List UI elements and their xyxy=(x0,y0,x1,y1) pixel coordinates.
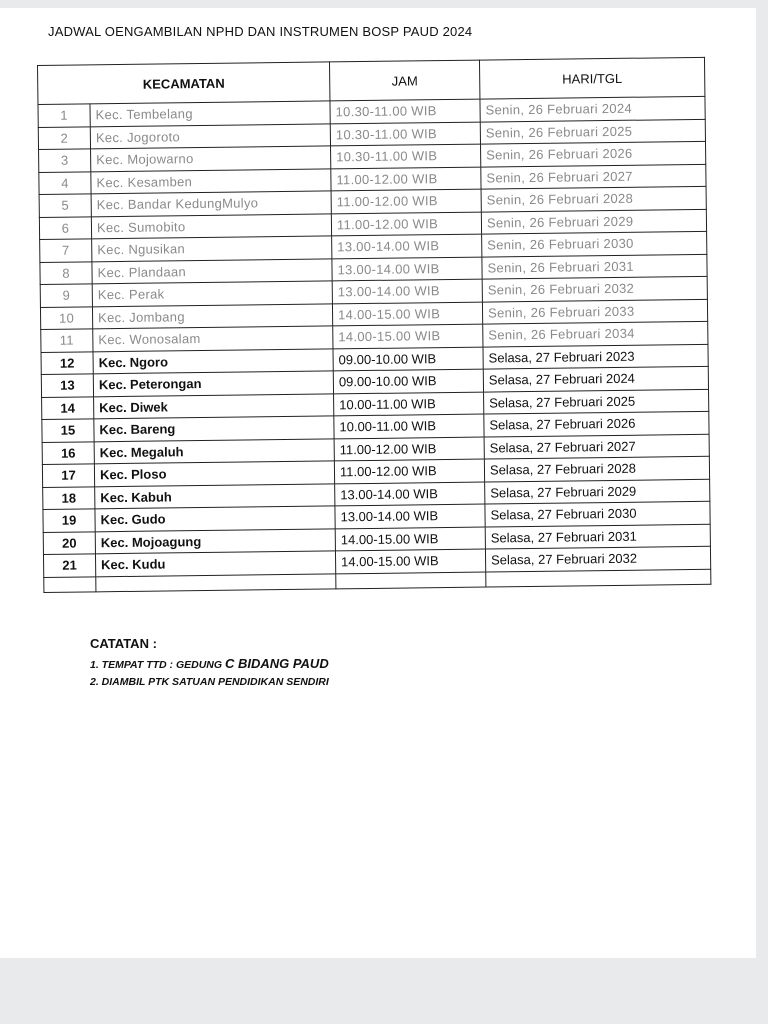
empty-cell xyxy=(486,569,711,587)
row-kecamatan: Kec. Bareng xyxy=(94,416,334,441)
row-number: 3 xyxy=(39,149,91,172)
row-number: 1 xyxy=(38,104,90,127)
row-kecamatan: Kec. Sumobito xyxy=(91,213,331,238)
row-hari: Selasa, 27 Februari 2027 xyxy=(484,434,709,459)
row-number: 7 xyxy=(40,239,92,262)
schedule-table xyxy=(37,57,711,593)
table-body xyxy=(38,96,711,592)
row-number: 9 xyxy=(40,284,92,307)
empty-cell xyxy=(44,576,96,592)
row-jam: 13.00-14.00 WIB xyxy=(335,504,485,528)
row-jam: 10.30-11.00 WIB xyxy=(330,99,480,123)
row-number: 15 xyxy=(42,419,94,442)
schedule-table-wrapper xyxy=(37,57,710,593)
row-jam: 13.00-14.00 WIB xyxy=(332,257,482,281)
row-number: 19 xyxy=(43,509,95,532)
row-number: 6 xyxy=(39,216,91,239)
row-kecamatan: Kec. Perak xyxy=(92,281,332,306)
row-jam: 09.00-10.00 WIB xyxy=(333,369,483,393)
row-hari: Selasa, 27 Februari 2025 xyxy=(484,389,709,414)
row-jam: 14.00-15.00 WIB xyxy=(332,302,482,326)
row-number: 14 xyxy=(42,396,94,419)
row-hari: Selasa, 27 Februari 2029 xyxy=(485,479,710,504)
row-number: 8 xyxy=(40,261,92,284)
row-jam: 09.00-10.00 WIB xyxy=(333,347,483,371)
row-number: 20 xyxy=(43,531,95,554)
row-hari: Senin, 26 Februari 2025 xyxy=(480,119,705,144)
row-jam: 11.00-12.00 WIB xyxy=(331,189,481,213)
row-hari: Senin, 26 Februari 2028 xyxy=(481,186,706,211)
row-jam: 11.00-12.00 WIB xyxy=(331,167,481,191)
header-hari: HARI/TGL xyxy=(479,57,704,99)
row-kecamatan: Kec. Plandaan xyxy=(92,258,332,283)
row-kecamatan: Kec. Diwek xyxy=(94,393,334,418)
row-jam: 13.00-14.00 WIB xyxy=(332,279,482,303)
row-kecamatan: Kec. Jogoroto xyxy=(90,123,330,148)
row-hari: Senin, 26 Februari 2031 xyxy=(482,254,707,279)
row-number: 4 xyxy=(39,171,91,194)
row-kecamatan: Kec. Ploso xyxy=(94,461,334,486)
note-item-1 xyxy=(90,655,329,674)
header-jam: JAM xyxy=(329,60,479,101)
row-kecamatan: Kec. Wonosalam xyxy=(93,326,333,351)
document-title: JADWAL OENGAMBILAN NPHD DAN INSTRUMEN BOSP PAUD 2024 xyxy=(48,24,473,39)
row-jam: 13.00-14.00 WIB xyxy=(332,234,482,258)
row-number: 2 xyxy=(38,126,90,149)
note-item-1-emphasis: C BIDANG PAUD xyxy=(224,656,329,671)
empty-cell xyxy=(96,573,336,591)
row-jam: 10.00-11.00 WIB xyxy=(334,414,484,438)
row-jam: 11.00-12.00 WIB xyxy=(331,212,481,236)
row-kecamatan: Kec. Mojowarno xyxy=(91,146,331,171)
row-hari: Senin, 26 Februari 2027 xyxy=(481,164,706,189)
note-item-1-prefix: 1. TEMPAT TTD : GEDUNG xyxy=(90,659,223,671)
row-kecamatan: Kec. Kesamben xyxy=(91,168,331,193)
row-kecamatan: Kec. Kabuh xyxy=(95,483,335,508)
header-kecamatan: KECAMATAN xyxy=(38,62,330,105)
row-hari: Senin, 26 Februari 2033 xyxy=(482,299,707,324)
row-jam: 14.00-15.00 WIB xyxy=(335,549,485,573)
document-page xyxy=(0,8,756,958)
row-hari: Selasa, 27 Februari 2031 xyxy=(485,524,710,549)
row-number: 21 xyxy=(43,554,95,577)
row-jam: 11.00-12.00 WIB xyxy=(334,459,484,483)
row-jam: 14.00-15.00 WIB xyxy=(333,324,483,348)
row-hari: Senin, 26 Februari 2029 xyxy=(481,209,706,234)
row-hari: Selasa, 27 Februari 2030 xyxy=(485,501,710,526)
row-number: 17 xyxy=(42,464,94,487)
row-kecamatan: Kec. Megaluh xyxy=(94,438,334,463)
row-hari: Selasa, 27 Februari 2028 xyxy=(484,456,709,481)
row-kecamatan: Kec. Kudu xyxy=(95,551,335,576)
row-jam: 10.30-11.00 WIB xyxy=(331,144,481,168)
row-kecamatan: Kec. Jombang xyxy=(92,303,332,328)
row-hari: Selasa, 27 Februari 2023 xyxy=(483,344,708,369)
row-number: 16 xyxy=(42,441,94,464)
row-hari: Selasa, 27 Februari 2032 xyxy=(485,546,710,571)
row-hari: Selasa, 27 Februari 2024 xyxy=(483,366,708,391)
row-hari: Selasa, 27 Februari 2026 xyxy=(484,411,709,436)
row-number: 12 xyxy=(41,351,93,374)
row-hari: Senin, 26 Februari 2034 xyxy=(483,321,708,346)
row-number: 5 xyxy=(39,194,91,217)
row-hari: Senin, 26 Februari 2032 xyxy=(482,276,707,301)
note-item-2: 2. DIAMBIL PTK SATUAN PENDIDIKAN SENDIRI xyxy=(90,676,329,688)
row-hari: Senin, 26 Februari 2024 xyxy=(480,96,705,121)
row-kecamatan: Kec. Bandar KedungMulyo xyxy=(91,191,331,216)
row-number: 13 xyxy=(41,374,93,397)
row-jam: 14.00-15.00 WIB xyxy=(335,527,485,551)
row-jam: 13.00-14.00 WIB xyxy=(335,482,485,506)
row-jam: 10.00-11.00 WIB xyxy=(334,392,484,416)
row-kecamatan: Kec. Ngoro xyxy=(93,348,333,373)
empty-cell xyxy=(336,572,486,589)
row-jam: 10.30-11.00 WIB xyxy=(330,122,480,146)
row-hari: Senin, 26 Februari 2026 xyxy=(480,141,705,166)
notes-title: CATATAN : xyxy=(90,636,157,651)
row-kecamatan: Kec. Mojoagung xyxy=(95,528,335,553)
row-kecamatan: Kec. Peterongan xyxy=(93,371,333,396)
row-number: 10 xyxy=(40,306,92,329)
row-jam: 11.00-12.00 WIB xyxy=(334,437,484,461)
row-number: 11 xyxy=(41,329,93,352)
row-kecamatan: Kec. Gudo xyxy=(95,506,335,531)
row-hari: Senin, 26 Februari 2030 xyxy=(482,231,707,256)
notes-section xyxy=(90,636,329,691)
row-number: 18 xyxy=(43,486,95,509)
row-kecamatan: Kec. Tembelang xyxy=(90,101,330,126)
row-kecamatan: Kec. Ngusikan xyxy=(92,236,332,261)
